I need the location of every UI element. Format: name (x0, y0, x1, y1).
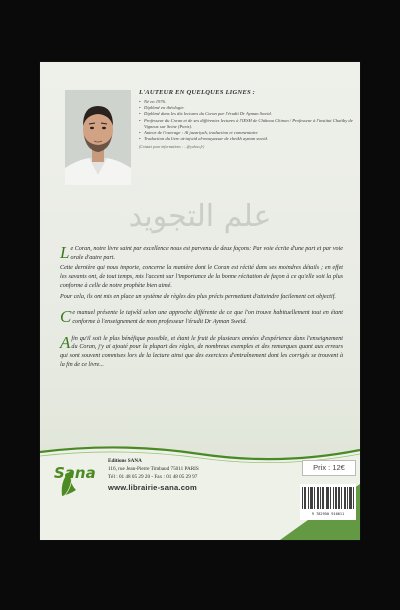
bio-item: • Auteur de l'ouvrage : Al jazariyah, traduction et commentaire (139, 130, 354, 136)
bio-item: • Professeur du Coran et de ses différentes lectures à l'IESH de Château Chinon / Professeur à l'institut Chatiby de Vigneux sur Seine (Paris). (139, 118, 354, 130)
drop-cap: L (60, 243, 70, 262)
bio-item: • Né en 1976. (139, 99, 354, 105)
publisher-phone: Tél : 01 48 05 29 20 - Fax : 01 48 05 29 97 (108, 473, 198, 480)
price-label: Prix : 12€ (302, 460, 356, 476)
book-back-cover (40, 62, 360, 540)
author-bio-list (139, 99, 354, 142)
sana-logo-text: Sana (54, 464, 96, 482)
barcode-number: 9 782950 910611 (311, 512, 345, 516)
paragraph-intro: Le Coran, notre livre saint par excellence nous est parvenu de deux façons: Par voie écrite d'une part et par voie orale d'autre part. (60, 243, 343, 262)
bio-item: • Diplômé en théologie. (139, 105, 354, 111)
publisher-name: Editions SANA (108, 458, 142, 464)
publisher-address: 116, rue Jean-Pierre Timbaud 75011 PARIS (108, 465, 199, 472)
author-section (139, 89, 354, 149)
calligraphy-text: علم التجويد (128, 199, 272, 234)
bio-item: • Diplômé dans les dix lectures du Coran par l'érudit Dr Ayman Sweid. (139, 111, 354, 117)
publisher-footer (40, 444, 360, 540)
description-text (60, 245, 343, 371)
bio-item: • Traduction du livre at-tajwid al-mouyassar de cheikh ayman sweid. (139, 136, 354, 142)
author-heading: L'AUTEUR EN QUELQUES LIGNES : (139, 89, 256, 96)
arabic-calligraphy-watermark (100, 192, 300, 237)
author-photo (65, 90, 131, 185)
drop-cap: A (60, 332, 71, 352)
paragraph-manual: Ce manuel présente le tajwîd selon une approche différente de ce que l'on trouve habituellement tout en étant conforme à l'enseignement de mon professeur l'érudit Dr Ayman Sweid. (60, 307, 343, 327)
paragraph: Cette dernière qui nous importe, concerne la manière dont le Coran est récité dans ses moindres détails ; en effet les savants ont, de tout temps, mis l'accent sur l'importance de la bonne récitation de façon à ce qu'elle soit la plus conforme à celle de notre prophète bien aimé. (60, 265, 343, 289)
paragraph: Pour cela, ils ont mis en place un système de règles des plus précis permettant d'atteindre facilement cet objectif. (60, 293, 336, 300)
author-contact: (Contact pour informations : ...@yahoo.fr) (139, 145, 205, 150)
publisher-website: www.librairie-sana.com (108, 483, 197, 493)
paragraph-experience: Afin qu'il soit le plus bénéfique possible, et étant le fruit de plusieurs années d'expérience dans l'enseignement du Coran, j'y ai ajouté pour la plupart des règles, de nombreux exemples et des remarques quant aux erreurs qui sont souvent commises lors de la lecture ainsi que des exercices d'entraînement dont les corrigés se trouvent à la fin de ce livre... (60, 332, 343, 368)
publisher-info (108, 458, 258, 492)
barcode-bars (300, 484, 356, 512)
barcode (300, 484, 356, 520)
drop-cap: C (60, 307, 72, 327)
